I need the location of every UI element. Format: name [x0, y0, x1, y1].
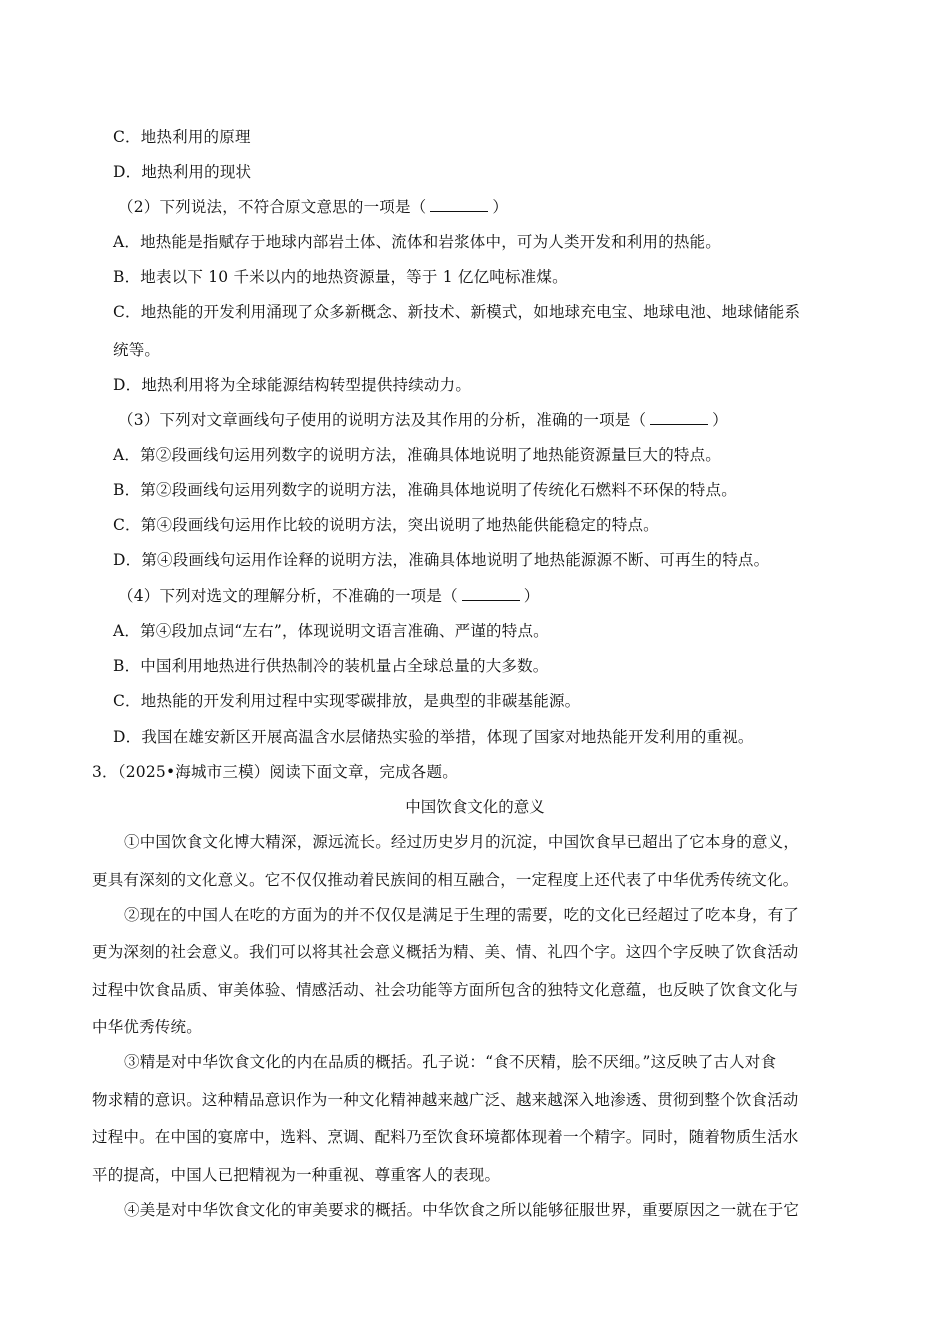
paragraph2-line3: 过程中饮食品质、审美体验、情感活动、社会功能等方面所包含的独特文化意蕴，也反映了饮食文化与	[92, 981, 799, 999]
q3-answer-blank[interactable]	[650, 410, 708, 425]
q4-stem	[118, 585, 539, 607]
paragraph1-line2: 更具有深刻的文化意义。它不仅仅推动着民族间的相互融合，一定程度上还代表了中华优秀传统文化。	[92, 871, 799, 889]
q2-option-c-line1: C．地热能的开发利用涌现了众多新概念、新技术、新模式，如地球充电宝、地球电池、地球储能系	[113, 303, 801, 321]
q2-option-a: A．地热能是指赋存于地球内部岩土体、流体和岩浆体中，可为人类开发和利用的热能。	[113, 233, 721, 251]
article-title: 中国饮食文化的意义	[405, 798, 545, 816]
q2-stem	[118, 196, 508, 218]
q3-stem	[118, 409, 728, 431]
q4-option-b: B．中国利用地热进行供热制冷的装机量占全球总量的大多数。	[113, 657, 549, 675]
paragraph3-line4: 平的提高，中国人已把精视为一种重视、尊重客人的表现。	[92, 1166, 501, 1184]
q4-stem-close: ）	[523, 587, 540, 605]
paragraph1-line1: ①中国饮食文化博大精深，源远流长。经过历史岁月的沉淀，中国饮食早已超出了它本身的意义，	[124, 833, 800, 851]
q4-option-c: C．地热能的开发利用过程中实现零碳排放，是典型的非碳基能源。	[113, 692, 581, 710]
q2-option-d: D．地热利用将为全球能源结构转型提供持续动力。	[113, 376, 472, 394]
paragraph3-line3: 过程中。在中国的宴席中，选料、烹调、配料乃至饮食环境都体现着一个精字。同时，随着物质生活水	[92, 1128, 799, 1146]
paragraph2-line1: ②现在的中国人在吃的方面为的并不仅仅是满足于生理的需要，吃的文化已经超过了吃本身，有了	[124, 906, 800, 924]
q2-option-b: B．地表以下 10 千米以内的地热资源量，等于 1 亿亿吨标准煤。	[113, 268, 568, 286]
q1-option-c: C．地热利用的原理	[113, 128, 251, 146]
q1-option-d: D．地热利用的现状	[113, 163, 252, 181]
paragraph4-line1: ④美是对中华饮食文化的审美要求的概括。中华饮食之所以能够征服世界，重要原因之一就在于它	[124, 1201, 800, 1219]
paragraph3-line2: 物求精的意识。这种精品意识作为一种文化精神越来越广泛、越来越深入地渗透、贯彻到整个饮食活动	[92, 1091, 799, 1109]
paragraph2-line2: 更为深刻的社会意义。我们可以将其社会意义概括为精、美、情、礼四个字。这四个字反映了饮食活动	[92, 943, 799, 961]
q3-stem-text: （3）下列对文章画线句子使用的说明方法及其作用的分析，准确的一项是（	[118, 411, 647, 429]
q4-stem-text: （4）下列对选文的理解分析，不准确的一项是（	[118, 587, 458, 605]
q4-option-d: D．我国在雄安新区开展高温含水层储热实验的举措，体现了国家对地热能开发利用的重视。	[113, 728, 754, 746]
q3-option-d: D．第④段画线句运用作诠释的说明方法，准确具体地说明了地热能源源不断、可再生的特点。	[113, 551, 770, 569]
q2-stem-close: ）	[492, 198, 509, 216]
paragraph2-line4: 中华优秀传统。	[92, 1018, 202, 1036]
q4-option-a: A．第④段加点词“左右”，体现说明文语言准确、严谨的特点。	[113, 622, 549, 640]
q3-stem-close: ）	[712, 411, 728, 429]
paragraph3-line1: ③精是对中华饮食文化的内在品质的概括。孔子说：“食不厌精，脍不厌细。”这反映了古人对食	[124, 1053, 777, 1071]
q2-answer-blank[interactable]	[430, 197, 488, 212]
q2-stem-text: （2）下列说法，不符合原文意思的一项是（	[118, 198, 427, 216]
question3-header: 3．（2025•海城市三模）阅读下面文章，完成各题。	[92, 763, 458, 781]
q2-option-c-line2: 统等。	[113, 341, 161, 359]
q3-option-b: B．第②段画线句运用列数字的说明方法，准确具体地说明了传统化石燃料不环保的特点。	[113, 481, 737, 499]
q3-option-a: A．第②段画线句运用列数字的说明方法，准确具体地说明了地热能资源量巨大的特点。	[113, 446, 721, 464]
q3-option-c: C．第④段画线句运用作比较的说明方法，突出说明了地热能供能稳定的特点。	[113, 516, 659, 534]
q4-answer-blank[interactable]	[462, 586, 520, 601]
